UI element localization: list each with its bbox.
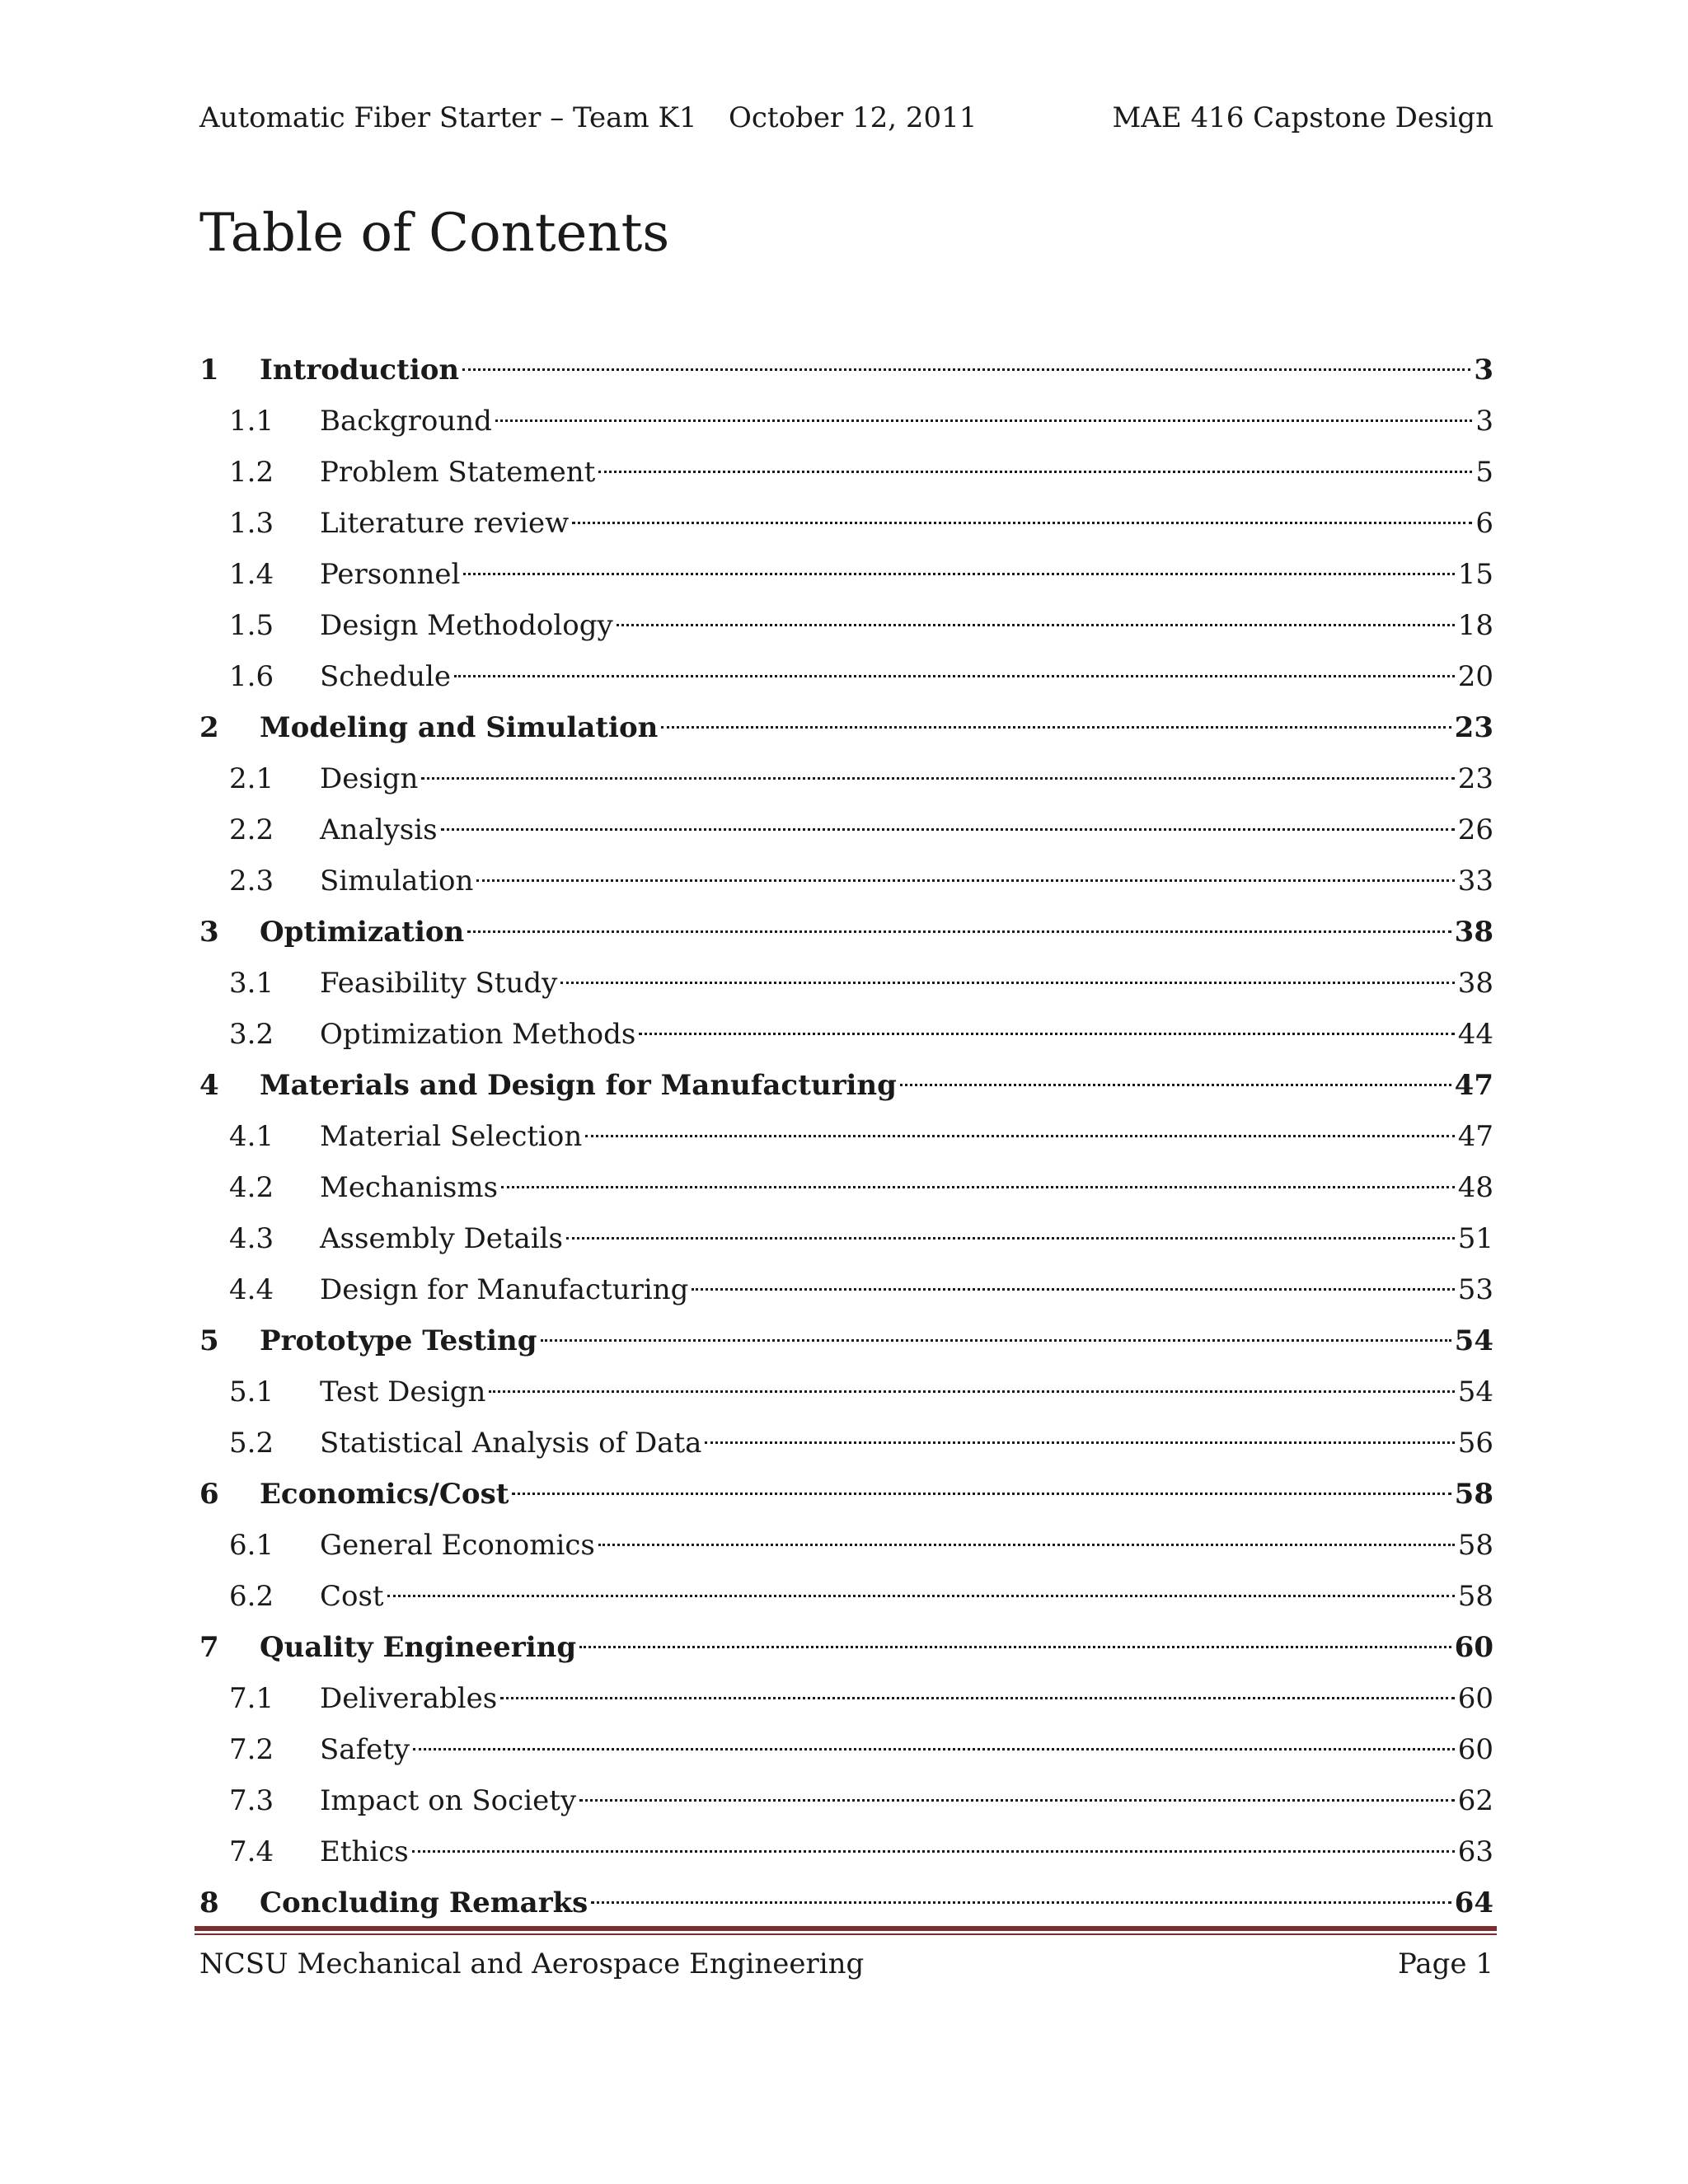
- toc-entry-title: Modeling and Simulation: [260, 711, 659, 744]
- toc-entry-title: Test Design: [320, 1376, 486, 1408]
- toc-entry-number: 3.1: [229, 967, 274, 1000]
- toc-entry-number: 6.2: [229, 1580, 274, 1613]
- toc-entry[interactable]: [199, 1673, 1493, 1724]
- toc-dot-leader: [501, 1186, 1455, 1188]
- toc-entry-leader-row: [320, 1213, 1493, 1264]
- toc-dot-leader: [579, 1646, 1451, 1648]
- toc-entry-title: Economics/Cost: [260, 1478, 509, 1511]
- toc-dot-leader: [591, 1901, 1451, 1904]
- toc-entry[interactable]: [199, 1622, 1493, 1673]
- toc-entry-number: 5.2: [229, 1427, 274, 1460]
- toc-entry-leader-row: [320, 1826, 1493, 1877]
- toc-dot-leader: [661, 726, 1451, 729]
- toc-entry-page: 44: [1457, 1018, 1493, 1051]
- toc-entry-number: 7.4: [229, 1835, 274, 1868]
- footer-page-number: Page 1: [1398, 1947, 1493, 1980]
- toc-entry-number: 7.3: [229, 1784, 274, 1817]
- toc-entry-page: 58: [1454, 1478, 1493, 1511]
- toc-entry-leader-row: [320, 804, 1493, 855]
- toc-entry-page: 33: [1457, 865, 1493, 898]
- toc-dot-leader: [639, 1033, 1454, 1035]
- toc-dot-leader: [489, 1390, 1454, 1393]
- toc-entry-number: 3.2: [229, 1018, 274, 1051]
- toc-entry-number: 6.1: [229, 1529, 274, 1562]
- toc-entry-leader-row: [260, 1469, 1493, 1520]
- toc-dot-leader: [900, 1084, 1451, 1086]
- toc-dot-leader: [560, 982, 1454, 984]
- toc-entry-number: 1.6: [229, 660, 274, 693]
- header-document-title: Automatic Fiber Starter – Team K1: [199, 101, 697, 134]
- toc-entry-leader-row: [320, 1366, 1493, 1418]
- toc-entry-page: 18: [1457, 609, 1493, 642]
- toc-entry-page: 20: [1457, 660, 1493, 693]
- toc-entry-title: Background: [320, 405, 492, 438]
- header-date: October 12, 2011: [729, 101, 978, 134]
- toc-entry-number: 2.3: [229, 865, 274, 898]
- toc-entry-number: 6: [199, 1478, 219, 1511]
- toc-entry-title: Literature review: [320, 507, 570, 540]
- toc-entry-leader-row: [320, 600, 1493, 651]
- toc-entry-number: 2: [199, 711, 219, 744]
- toc-entry-title: Feasibility Study: [320, 967, 558, 1000]
- toc-entry-page: 63: [1457, 1835, 1493, 1868]
- footer-rule: [195, 1926, 1497, 1935]
- toc-entry-leader-row: [260, 1877, 1493, 1929]
- toc-dot-leader: [617, 624, 1455, 626]
- toc-dot-leader: [412, 1850, 1455, 1853]
- toc-dot-leader: [454, 675, 1455, 677]
- toc-entry-page: 53: [1457, 1273, 1493, 1306]
- toc-entry-number: 1: [199, 354, 219, 387]
- toc-entry-number: 1.2: [229, 456, 274, 489]
- toc-dot-leader: [463, 573, 1454, 575]
- toc-entry-title: Ethics: [320, 1835, 409, 1868]
- toc-entry-title: Assembly Details: [320, 1222, 563, 1255]
- toc-entry-title: Introduction: [260, 354, 460, 387]
- header-course: MAE 416 Capstone Design: [1112, 101, 1493, 134]
- toc-entry[interactable]: [199, 1724, 1493, 1775]
- toc-entry[interactable]: [199, 1469, 1493, 1520]
- toc-entry-leader-row: [320, 396, 1493, 447]
- toc-dot-leader: [598, 471, 1472, 473]
- toc-entry[interactable]: [199, 651, 1493, 702]
- toc-entry-page: 60: [1457, 1682, 1493, 1715]
- toc-dot-leader: [495, 419, 1472, 422]
- toc-entry-page: 60: [1457, 1733, 1493, 1766]
- toc-dot-leader: [500, 1697, 1455, 1699]
- toc-entry[interactable]: [199, 1213, 1493, 1264]
- toc-dot-leader: [512, 1493, 1451, 1495]
- toc-entry[interactable]: [199, 958, 1493, 1009]
- toc-entry[interactable]: [199, 498, 1493, 549]
- toc-entry-leader-row: [320, 1162, 1493, 1213]
- toc-entry-title: Quality Engineering: [260, 1631, 577, 1664]
- toc-dot-leader: [579, 1799, 1455, 1802]
- toc-entry-number: 1.5: [229, 609, 274, 642]
- toc-entry-number: 2.1: [229, 762, 274, 795]
- toc-dot-leader: [541, 1339, 1451, 1342]
- toc-entry[interactable]: [199, 1366, 1493, 1418]
- toc-entry-leader-row: [260, 344, 1493, 396]
- toc-entry-title: Cost: [320, 1580, 384, 1613]
- footer-rule-thick: [195, 1926, 1497, 1931]
- toc-entry-page: 62: [1457, 1784, 1493, 1817]
- toc-entry-leader-row: [320, 958, 1493, 1009]
- toc-entry-title: Personnel: [320, 558, 461, 591]
- toc-entry[interactable]: [199, 600, 1493, 651]
- toc-entry-title: Design: [320, 762, 419, 795]
- toc-entry-title: Mechanisms: [320, 1171, 499, 1204]
- toc-entry-page: 54: [1457, 1376, 1493, 1408]
- toc-entry[interactable]: [199, 1009, 1493, 1060]
- toc-entry-leader-row: [320, 498, 1493, 549]
- toc-entry-title: Safety: [320, 1733, 410, 1766]
- toc-entry-page: 26: [1457, 813, 1493, 846]
- toc-entry-title: Impact on Society: [320, 1784, 577, 1817]
- toc-entry-page: 23: [1457, 762, 1493, 795]
- toc-entry-title: Statistical Analysis of Data: [320, 1427, 702, 1460]
- toc-entry-number: 7: [199, 1631, 219, 1664]
- toc-entry-page: 5: [1475, 456, 1493, 489]
- footer-rule-thin: [195, 1933, 1497, 1935]
- toc-entry[interactable]: [199, 396, 1493, 447]
- toc-entry-page: 6: [1475, 507, 1493, 540]
- toc-entry-leader-row: [320, 1571, 1493, 1622]
- toc-dot-leader: [692, 1288, 1454, 1291]
- toc-entry[interactable]: [199, 1877, 1493, 1929]
- toc-dot-leader: [566, 1237, 1455, 1240]
- toc-entry-title: Materials and Design for Manufacturing: [260, 1069, 897, 1102]
- toc-entry-page: 15: [1457, 558, 1493, 591]
- toc-dot-leader: [585, 1135, 1454, 1137]
- toc-entry-page: 3: [1474, 354, 1493, 387]
- toc-entry-page: 64: [1454, 1886, 1493, 1919]
- toc-entry-leader-row: [320, 1264, 1493, 1315]
- toc-entry-number: 3: [199, 916, 219, 949]
- toc-entry-title: Design Methodology: [320, 609, 613, 642]
- toc-dot-leader: [467, 930, 1451, 933]
- toc-entry-leader-row: [320, 1111, 1493, 1162]
- toc-entry-leader-row: [320, 855, 1493, 907]
- toc-entry-page: 3: [1475, 405, 1493, 438]
- toc-dot-leader: [421, 777, 1454, 780]
- table-of-contents: [199, 344, 1493, 1929]
- toc-entry[interactable]: [199, 1315, 1493, 1366]
- toc-entry[interactable]: [199, 1162, 1493, 1213]
- toc-entry-page: 56: [1457, 1427, 1493, 1460]
- toc-entry[interactable]: [199, 702, 1493, 753]
- toc-dot-leader: [441, 828, 1455, 831]
- toc-entry-number: 4.3: [229, 1222, 274, 1255]
- toc-entry[interactable]: [199, 1571, 1493, 1622]
- toc-entry-leader-row: [260, 907, 1493, 958]
- toc-entry-page: 47: [1457, 1120, 1493, 1153]
- toc-entry[interactable]: [199, 753, 1493, 804]
- toc-entry-number: 1.4: [229, 558, 274, 591]
- toc-entry-number: 8: [199, 1886, 219, 1919]
- toc-entry-leader-row: [320, 1520, 1493, 1571]
- toc-entry-number: 7.1: [229, 1682, 274, 1715]
- toc-entry-number: 4.1: [229, 1120, 274, 1153]
- toc-dot-leader: [413, 1748, 1455, 1750]
- toc-entry[interactable]: [199, 907, 1493, 958]
- toc-entry-number: 2.2: [229, 813, 274, 846]
- toc-entry[interactable]: [199, 1826, 1493, 1877]
- toc-entry-page: 38: [1454, 916, 1493, 949]
- toc-dot-leader: [572, 522, 1472, 524]
- toc-entry-number: 7.2: [229, 1733, 274, 1766]
- toc-entry-leader-row: [320, 1418, 1493, 1469]
- toc-entry-leader-row: [320, 549, 1493, 600]
- toc-entry-title: Design for Manufacturing: [320, 1273, 689, 1306]
- toc-entry-page: 58: [1457, 1580, 1493, 1613]
- toc-entry-number: 4: [199, 1069, 219, 1102]
- toc-entry[interactable]: [199, 1418, 1493, 1469]
- toc-entry-leader-row: [320, 1673, 1493, 1724]
- toc-entry[interactable]: [199, 1264, 1493, 1315]
- page-header: [199, 97, 1493, 138]
- toc-entry-title: Concluding Remarks: [260, 1886, 588, 1919]
- toc-entry[interactable]: [199, 344, 1493, 396]
- toc-entry-page: 47: [1454, 1069, 1493, 1102]
- toc-entry-leader-row: [320, 753, 1493, 804]
- toc-entry-leader-row: [320, 651, 1493, 702]
- toc-entry-leader-row: [320, 447, 1493, 498]
- page-footer: [199, 1943, 1493, 1985]
- toc-dot-leader: [387, 1595, 1455, 1597]
- toc-entry-leader-row: [320, 1009, 1493, 1060]
- toc-entry-page: 23: [1454, 711, 1493, 744]
- toc-entry-title: Analysis: [320, 813, 438, 846]
- toc-entry[interactable]: [199, 855, 1493, 907]
- toc-entry-number: 5: [199, 1324, 219, 1357]
- toc-entry-title: Schedule: [320, 660, 452, 693]
- toc-dot-leader: [598, 1544, 1455, 1546]
- toc-entry-leader-row: [260, 1622, 1493, 1673]
- toc-entry-title: Material Selection: [320, 1120, 583, 1153]
- toc-dot-leader: [705, 1441, 1454, 1444]
- toc-entry-page: 60: [1454, 1631, 1493, 1664]
- footer-department: NCSU Mechanical and Aerospace Engineering: [199, 1947, 865, 1980]
- toc-entry-title: Problem Statement: [320, 456, 596, 489]
- toc-entry[interactable]: [199, 549, 1493, 600]
- toc-entry-leader-row: [260, 702, 1493, 753]
- toc-entry-leader-row: [260, 1315, 1493, 1366]
- toc-entry-page: 54: [1454, 1324, 1493, 1357]
- toc-entry[interactable]: [199, 1060, 1493, 1111]
- toc-entry-page: 58: [1457, 1529, 1493, 1562]
- toc-entry[interactable]: [199, 804, 1493, 855]
- toc-entry[interactable]: [199, 1775, 1493, 1826]
- toc-entry[interactable]: [199, 1520, 1493, 1571]
- toc-entry-title: Simulation: [320, 865, 474, 898]
- toc-entry-number: 4.4: [229, 1273, 274, 1306]
- toc-entry[interactable]: [199, 1111, 1493, 1162]
- toc-entry-number: 4.2: [229, 1171, 274, 1204]
- toc-entry-title: General Economics: [320, 1529, 595, 1562]
- toc-dot-leader: [462, 368, 1470, 371]
- toc-entry-number: 1.1: [229, 405, 274, 438]
- toc-entry-page: 48: [1457, 1171, 1493, 1204]
- toc-entry-leader-row: [320, 1775, 1493, 1826]
- toc-entry-title: Optimization: [260, 916, 465, 949]
- toc-entry-title: Deliverables: [320, 1682, 498, 1715]
- toc-entry-leader-row: [320, 1724, 1493, 1775]
- toc-entry-title: Prototype Testing: [260, 1324, 537, 1357]
- toc-entry-leader-row: [260, 1060, 1493, 1111]
- toc-entry-page: 51: [1457, 1222, 1493, 1255]
- toc-entry-number: 5.1: [229, 1376, 274, 1408]
- toc-entry-number: 1.3: [229, 507, 274, 540]
- toc-dot-leader: [476, 879, 1454, 882]
- toc-entry-title: Optimization Methods: [320, 1018, 636, 1051]
- toc-entry-page: 38: [1457, 967, 1493, 1000]
- page-title: Table of Contents: [199, 203, 670, 264]
- toc-entry[interactable]: [199, 447, 1493, 498]
